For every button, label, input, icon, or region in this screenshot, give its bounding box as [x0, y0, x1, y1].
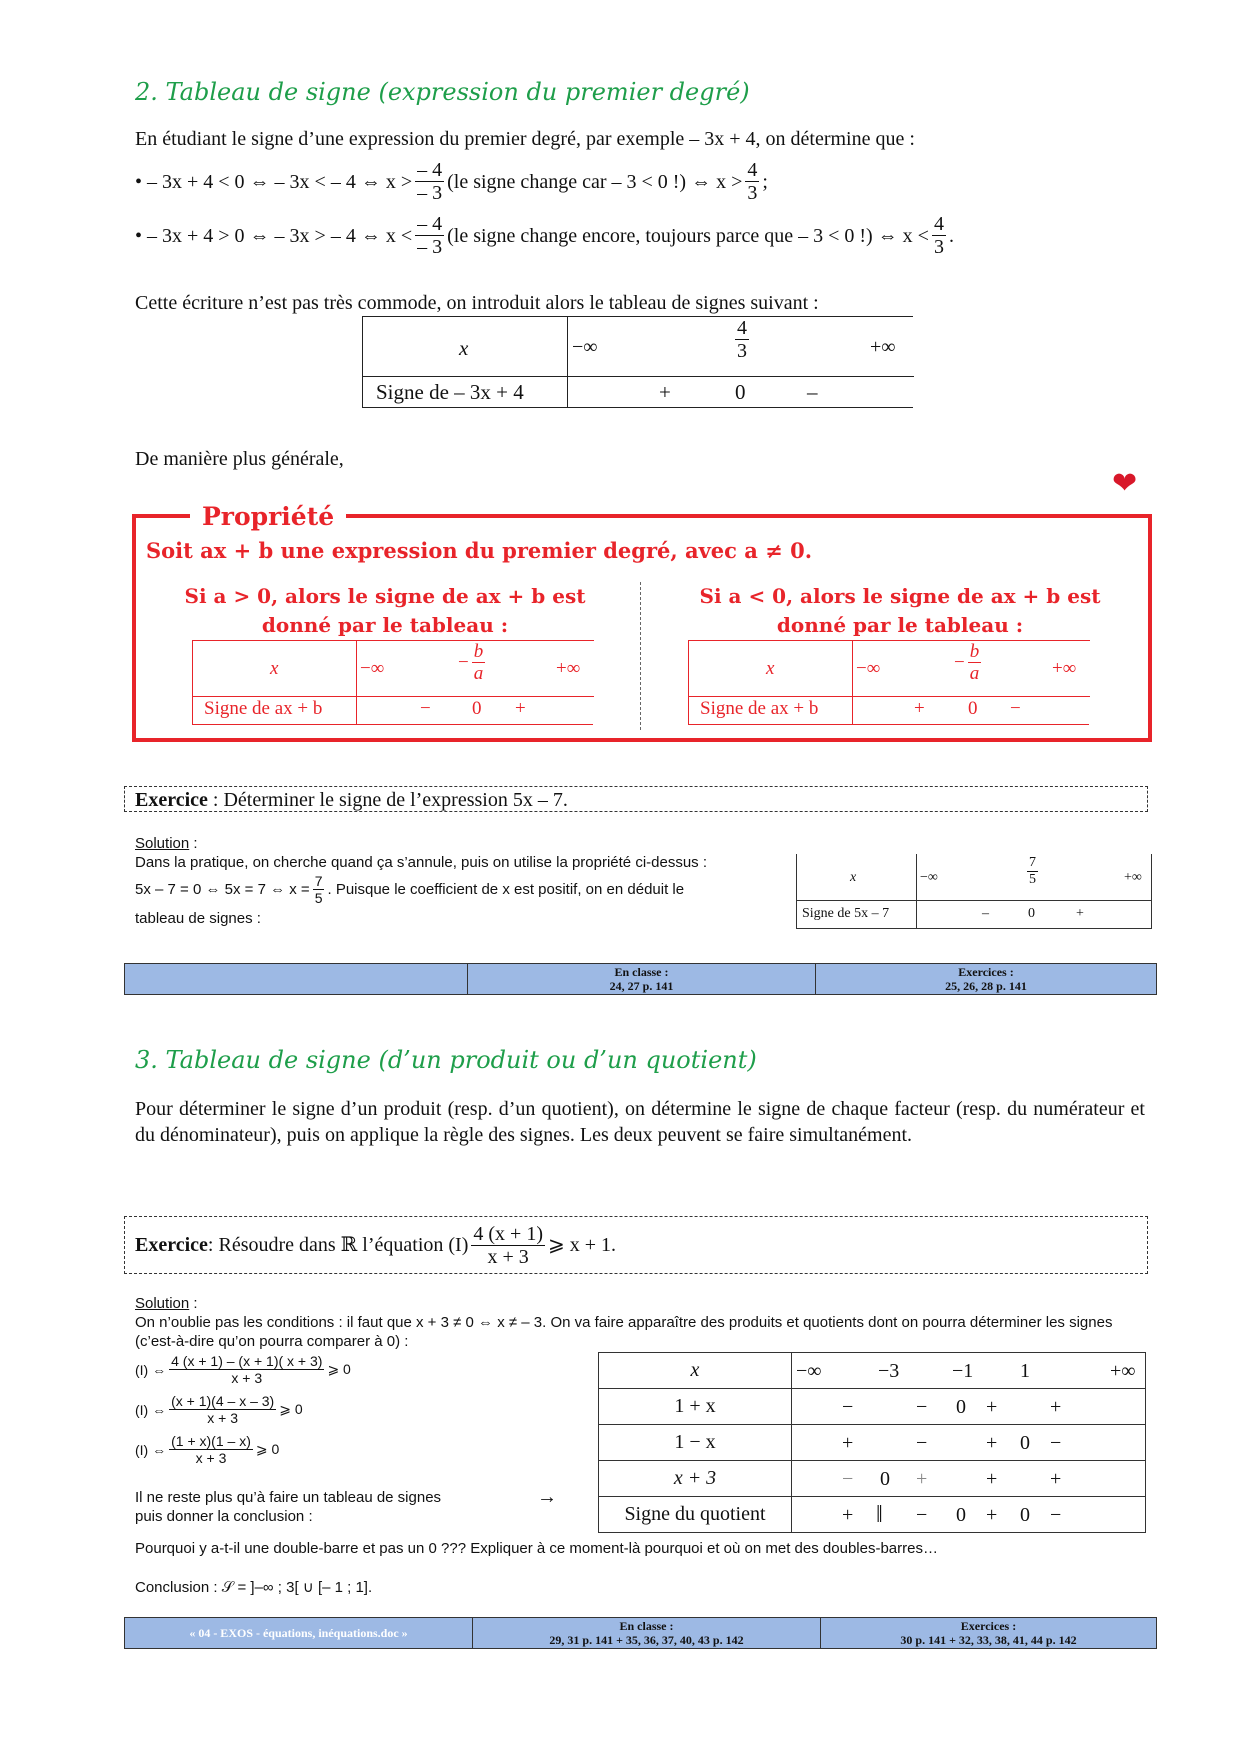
x-label: x: [850, 870, 857, 885]
fraction: [932, 214, 946, 257]
step-suffix: ⩾ 0: [255, 1441, 280, 1457]
step-suffix: ⩾ 0: [327, 1361, 351, 1377]
sign-right: +: [515, 698, 526, 719]
sign: +: [986, 1396, 998, 1418]
sign-right: –: [807, 380, 818, 404]
plus-infinity: +∞: [1124, 870, 1142, 885]
plus-infinity: +∞: [870, 336, 896, 358]
divider: [192, 696, 594, 697]
conclusion-text: Conclusion : 𝒮 = ]–∞ ; 3[ ∪ [– 1 ; 1].: [135, 1579, 373, 1596]
minus-infinity: −∞: [572, 336, 598, 358]
sign: −: [916, 1432, 928, 1454]
left-line-1: Si a > 0, alors le signe de ax + b est: [184, 584, 586, 608]
bar-value: 30 p. 141 + 32, 33, 38, 41, 44 p. 142: [900, 1633, 1077, 1647]
divider: [362, 376, 914, 377]
divider: [688, 640, 1090, 641]
root-fraction: [1024, 856, 1041, 887]
sign: +: [986, 1432, 998, 1454]
zero: 0: [968, 698, 978, 719]
separator: [640, 582, 641, 730]
property-table-left: [192, 640, 594, 726]
denominator: – 3: [417, 236, 443, 258]
bar-title: Exercices :: [958, 965, 1014, 979]
divider: [916, 854, 917, 929]
denominator: – 3: [417, 182, 443, 204]
quotient-sign-table: [598, 1352, 1146, 1533]
zero: 0: [880, 1468, 890, 1490]
sign: +: [986, 1468, 998, 1490]
step-prefix: (I) ⇔: [135, 1441, 167, 1458]
root-minus-3: −3: [878, 1360, 900, 1382]
row-label: Signe de – 3x + 4: [376, 380, 524, 404]
bar-cell-exercises: [821, 1618, 1157, 1649]
step-prefix: (I) ⇔: [135, 1361, 167, 1378]
denominator: 5: [1029, 872, 1036, 887]
step-2: [135, 1394, 303, 1425]
sign: +: [1050, 1396, 1062, 1418]
header-values: [792, 1353, 1146, 1389]
property-title: Propriété: [190, 502, 346, 531]
bar-value: 24, 27 p. 141: [609, 979, 674, 993]
bullet-1-a: • – 3x + 4 < 0 ⇔ – 3x < – 4 ⇔ x >: [135, 170, 413, 193]
bar-cell-class: [473, 1618, 821, 1649]
step-1: [135, 1354, 351, 1385]
sign-left: +: [659, 380, 671, 404]
sign: +: [842, 1432, 854, 1454]
bullet-2-end: .: [948, 224, 954, 247]
fraction: [745, 160, 759, 203]
zero: 0: [956, 1504, 966, 1526]
row-label: 1 + x: [599, 1389, 792, 1425]
general-text: De manière plus générale,: [135, 448, 344, 470]
exercise-2-box: [124, 1216, 1148, 1274]
sign: −: [1050, 1504, 1062, 1526]
right-line-2: donné par le tableau :: [776, 613, 1024, 637]
x-label: x: [599, 1353, 792, 1389]
exercise-text: : Résoudre dans ℝ l’équation (I): [207, 1234, 469, 1256]
denominator: a: [473, 663, 484, 684]
x-label: x: [270, 658, 279, 679]
minus-infinity: −∞: [856, 658, 881, 679]
denominator: a: [969, 663, 980, 684]
divider: [567, 316, 568, 407]
denominator: 3: [933, 236, 944, 258]
denominator: x + 3: [231, 1370, 263, 1386]
right-line-1: Si a < 0, alors le signe de ax + b est: [699, 584, 1101, 608]
solution-1: [135, 834, 785, 928]
bar-title: Exercices :: [960, 1619, 1017, 1633]
root-minus-1: −1: [952, 1360, 974, 1382]
property-table-right: [688, 640, 1090, 726]
sign: +: [1050, 1468, 1062, 1490]
fraction: [415, 160, 444, 203]
double-bar: ‖: [876, 1502, 883, 1528]
x-label: x: [459, 336, 469, 360]
step-suffix: ⩾ 0: [279, 1401, 303, 1417]
sign: −: [842, 1468, 854, 1490]
sign: −: [842, 1396, 854, 1418]
row-label: Signe de 5x – 7: [802, 906, 890, 921]
numerator: – 4: [417, 159, 443, 181]
row-quotient: [599, 1497, 1146, 1533]
denominator: 5: [314, 890, 323, 906]
remain-text: [135, 1488, 441, 1526]
bullet-2-a: • – 3x + 4 > 0 ⇔ – 3x > – 4 ⇔ x <: [135, 224, 413, 247]
remain-line-2: puis donner la conclusion :: [135, 1508, 313, 1525]
numerator: 4: [737, 317, 747, 339]
sign-left: +: [914, 698, 925, 719]
bullet-2: [135, 214, 954, 257]
row-1-minus-x: [599, 1425, 1146, 1461]
section-2-title: 2. Tableau de signe (expression du premier degré): [135, 78, 750, 106]
bar-cell-exercises: [816, 964, 1157, 995]
sign-table-3x4: [362, 316, 914, 408]
numerator: (x + 1)(4 – x – 3): [171, 1393, 275, 1409]
numerator: 4 (x + 1) – (x + 1)( x + 3): [171, 1353, 323, 1369]
section-3-paragraph: Pour déterminer le signe d’un produit (resp. d’un quotient), on détermine le signe de chaque facteur (resp. du numérateur et du dénominateur), puis on applique la règle des signes. Les deux peuvent se faire simultanément.: [135, 1098, 1145, 1146]
header-row: [599, 1353, 1146, 1389]
bar-title: En classe :: [614, 965, 669, 979]
solution-line-1: On n’oublie pas les conditions : il faut que x + 3 ≠ 0 ⇔ x ≠ – 3. On va faire apparaître des produits et quotients dont on pourra déterminer les signes (c’est-à-dire qu’on pourra comparer à 0) :: [135, 1314, 1113, 1350]
row-label: Signe de ax + b: [204, 698, 323, 719]
denominator: x + 3: [207, 1410, 239, 1426]
bar-value: 25, 26, 28 p. 141: [945, 979, 1027, 993]
sign-table-5x7: [796, 854, 1152, 930]
exercise-label: Exercice: [135, 789, 208, 811]
divider: [356, 640, 357, 725]
row-label: Signe du quotient: [599, 1497, 792, 1533]
minus-infinity: −∞: [796, 1360, 822, 1382]
bar-cell-empty: [125, 964, 468, 995]
bar-cell-class: [468, 964, 816, 995]
solution-line-2: [135, 874, 785, 905]
plus-infinity: +∞: [1052, 658, 1077, 679]
section-3-title: 3. Tableau de signe (d’un produit ou d’un quotient): [135, 1046, 757, 1074]
exercise-text: : Déterminer le signe de l’expression 5x – 7.: [207, 789, 568, 811]
zero: 0: [1020, 1432, 1030, 1454]
sign-left: −: [420, 698, 431, 719]
sign-right: −: [1010, 698, 1021, 719]
numerator: 4: [933, 213, 944, 235]
denominator: 3: [747, 182, 758, 204]
root-fraction: [458, 642, 488, 683]
line-2-a: 5x – 7 = 0 ⇔ 5x = 7 ⇔ x =: [135, 881, 310, 898]
numerator: b: [969, 641, 980, 662]
numerator: (1 + x)(1 – x): [171, 1433, 251, 1449]
numerator: 7: [314, 873, 323, 889]
step-prefix: (I) ⇔: [135, 1401, 167, 1418]
exercise-text-end: ⩾ x + 1.: [547, 1234, 617, 1256]
zero: 0: [1020, 1504, 1030, 1526]
line-2-b: . Puisque le coefficient de x est positif, on en déduit le: [327, 881, 685, 898]
solution-colon: :: [189, 835, 198, 852]
sign: +: [916, 1468, 928, 1490]
sign: −: [1050, 1432, 1062, 1454]
divider: [688, 696, 1090, 697]
heart-icon: ❤: [1112, 467, 1138, 500]
sign: −: [916, 1504, 928, 1526]
bullet-1: [135, 160, 768, 203]
numerator: 4: [747, 159, 758, 181]
left-line-2: donné par le tableau :: [261, 613, 509, 637]
solution-label: Solution: [135, 1295, 190, 1312]
writing-text: Cette écriture n’est pas très commode, on introduit alors le tableau de signes suivant :: [135, 292, 819, 314]
sign-left: –: [982, 906, 989, 921]
row-x-plus-3: [599, 1461, 1146, 1497]
solution-line-3: tableau de signes :: [135, 910, 261, 927]
plus-infinity: +∞: [1110, 1360, 1136, 1382]
divider: [192, 640, 594, 641]
bar-value: 29, 31 p. 141 + 35, 36, 37, 40, 43 p. 142: [549, 1633, 744, 1647]
minus-infinity: −∞: [360, 658, 385, 679]
bullet-1-end: ;: [762, 170, 768, 193]
zero: 0: [956, 1396, 966, 1418]
row-1-plus-x: [599, 1389, 1146, 1425]
property-statement: Soit ax + b une expression du premier degré, avec a ≠ 0.: [146, 538, 813, 563]
row-label: 1 − x: [599, 1425, 792, 1461]
right-condition: [660, 582, 1140, 640]
sign: +: [986, 1504, 998, 1526]
solution-2: [135, 1294, 1150, 1351]
sign: −: [916, 1396, 928, 1418]
denominator: 3: [737, 340, 747, 362]
exercise-bar-2: [124, 1617, 1157, 1649]
intro-text: En étudiant le signe d’une expression du premier degré, par exemple – 3x + 4, on détermine que :: [135, 128, 915, 150]
solution-label: Solution: [135, 835, 190, 852]
minus-sign: −: [954, 651, 965, 673]
solution-colon: :: [189, 1295, 198, 1312]
minus-sign: −: [458, 651, 469, 673]
zero: 0: [472, 698, 482, 719]
x-label: x: [766, 658, 775, 679]
numerator: b: [473, 641, 484, 662]
root-fraction: [954, 642, 984, 683]
divider: [852, 640, 853, 725]
remain-line-1: Il ne reste plus qu’à faire un tableau de signes: [135, 1489, 442, 1506]
bullet-2-b: (le signe change encore, toujours parce que – 3 < 0 !) ⇔ x <: [447, 224, 929, 247]
zero: 0: [735, 380, 746, 404]
sign: +: [842, 1504, 854, 1526]
solution-line-1: Dans la pratique, on cherche quand ça s’annule, puis on utilise la propriété ci-dessus :: [135, 854, 708, 871]
exercise-1-box: [124, 786, 1148, 812]
fraction: [415, 214, 444, 257]
bar-cell-file: « 04 - EXOS - équations, inéquations.doc »: [125, 1618, 473, 1649]
exercise-bar-1: [124, 963, 1157, 995]
bar-title: En classe :: [619, 1619, 674, 1633]
exercise-label: Exercice: [135, 1234, 208, 1256]
minus-infinity: −∞: [920, 870, 938, 885]
denominator: x + 3: [487, 1245, 529, 1268]
plus-infinity: +∞: [556, 658, 581, 679]
left-condition: [145, 582, 625, 640]
numerator: – 4: [417, 213, 443, 235]
numerator: 4 (x + 1): [473, 1222, 543, 1245]
divider: [796, 900, 1152, 901]
root-fraction: [732, 318, 752, 361]
numerator: 7: [1029, 855, 1036, 870]
root-1: 1: [1020, 1360, 1030, 1382]
step-3: [135, 1434, 279, 1465]
row-label: x + 3: [599, 1461, 792, 1497]
why-text: Pourquoi y a-t-il une double-barre et pas un 0 ??? Expliquer à ce moment-là pourquoi et où on met des doubles-barres…: [135, 1540, 938, 1557]
zero: 0: [1028, 906, 1035, 921]
row-label: Signe de ax + b: [700, 698, 819, 719]
denominator: x + 3: [195, 1450, 227, 1466]
arrow-icon: →: [537, 1486, 557, 1508]
bullet-1-b: (le signe change car – 3 < 0 !) ⇔ x >: [447, 170, 743, 193]
sign-right: +: [1076, 906, 1084, 921]
